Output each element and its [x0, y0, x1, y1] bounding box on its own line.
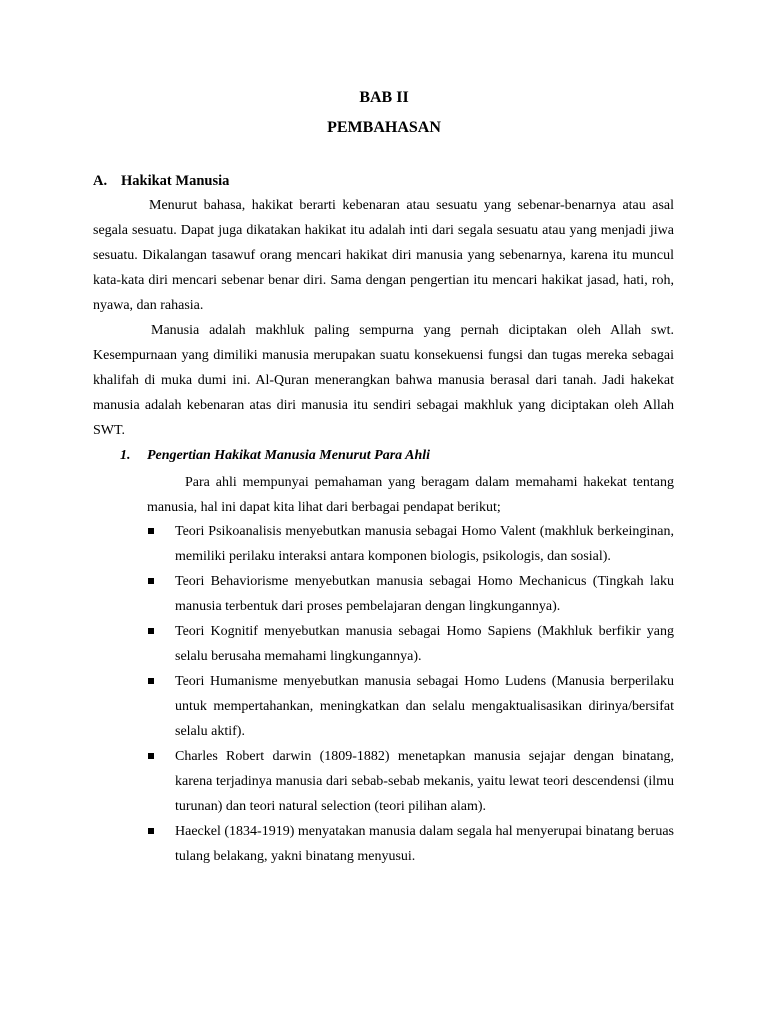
bullet-text: Teori Humanisme menyebutkan manusia sebagai Homo Ludens (Manusia berperilaku untuk mempertahankan, meningkatkan dan selalu mengaktualisasikan dirinya/bersifat selalu aktif). [175, 674, 674, 739]
bullet-item [147, 619, 674, 669]
chapter-subtitle: PEMBAHASAN [327, 119, 441, 136]
section-title: Hakikat Manusia [121, 173, 230, 189]
square-bullet-icon [148, 628, 154, 634]
square-bullet-icon [148, 528, 154, 534]
bullet-item [147, 744, 674, 819]
bullet-text: Teori Psikoanalisis menyebutkan manusia sebagai Homo Valent (makhluk berkeinginan, memiliki perilaku interaksi antara komponen biologis, psikologis, dan sosial). [175, 524, 674, 564]
square-bullet-icon [148, 753, 154, 759]
bullet-item [147, 519, 674, 569]
chapter-title: BAB II [359, 89, 409, 106]
subsection-heading [120, 445, 430, 467]
bullet-text: Haeckel (1834-1919) menyatakan manusia dalam segala hal menyerupai binatang beruas tulang belakang, yakni binatang menyusui. [175, 824, 674, 864]
square-bullet-icon [148, 828, 154, 834]
bullet-item [147, 669, 674, 744]
bullet-text: Charles Robert darwin (1809-1882) menetapkan manusia sejajar dengan binatang, karena terjadinya manusia dari sebab-sebab mekanis, yaitu lewat teori descendensi (ilmu turunan) dan teori natural selection (teori pilihan alam). [175, 749, 674, 814]
subsection-title: Pengertian Hakikat Manusia Menurut Para Ahli [147, 448, 431, 463]
bullet-list [147, 519, 674, 869]
section-heading [93, 171, 229, 191]
square-bullet-icon [148, 578, 154, 584]
bullet-text: Teori Kognitif menyebutkan manusia sebagai Homo Sapiens (Makhluk berfikir yang selalu berusaha memahami lingkungannya). [175, 624, 674, 664]
bullet-item [147, 819, 674, 869]
subsection-intro: Para ahli mempunyai pemahaman yang beragam dalam memahami hakekat tentang manusia, hal ini dapat kita lihat dari berbagai pendapat berikut; [147, 475, 674, 515]
square-bullet-icon [148, 678, 154, 684]
bullet-text: Teori Behaviorisme menyebutkan manusia sebagai Homo Mechanicus (Tingkah laku manusia terbentuk dari proses pembelajaran dengan lingkungannya). [175, 574, 674, 614]
section-number: A. [93, 173, 108, 189]
bullet-item [147, 569, 674, 619]
paragraph: Menurut bahasa, hakikat berarti kebenaran atau sesuatu yang sebenar-benarnya atau asal segala sesuatu. Dapat juga dikatakan hakikat itu adalah inti dari segala sesuatu atau yang menjadi jiwa sesuatu. Dikalangan tasawuf orang mencari hakikat diri manusia yang sebenarnya, karena itu muncul kata-kata diri mencari sebenar benar diri. Sama dengan pengertian itu mencari hakikat jasad, hati, roh, nyawa, dan rahasia. [93, 198, 674, 313]
subsection-number: 1. [120, 448, 131, 463]
paragraph: Manusia adalah makhluk paling sempurna yang pernah diciptakan oleh Allah swt. Kesempurnaan yang dimiliki manusia merupakan suatu konsekuensi fungsi dan tugas mereka sebagai khalifah di muka dumi ini. Al-Quran menerangkan bahwa manusia berasal dari tanah. Jadi hakekat manusia adalah kebenaran atas diri manusia itu sendiri sebagai makhluk yang diciptakan oleh Allah SWT. [93, 323, 674, 438]
